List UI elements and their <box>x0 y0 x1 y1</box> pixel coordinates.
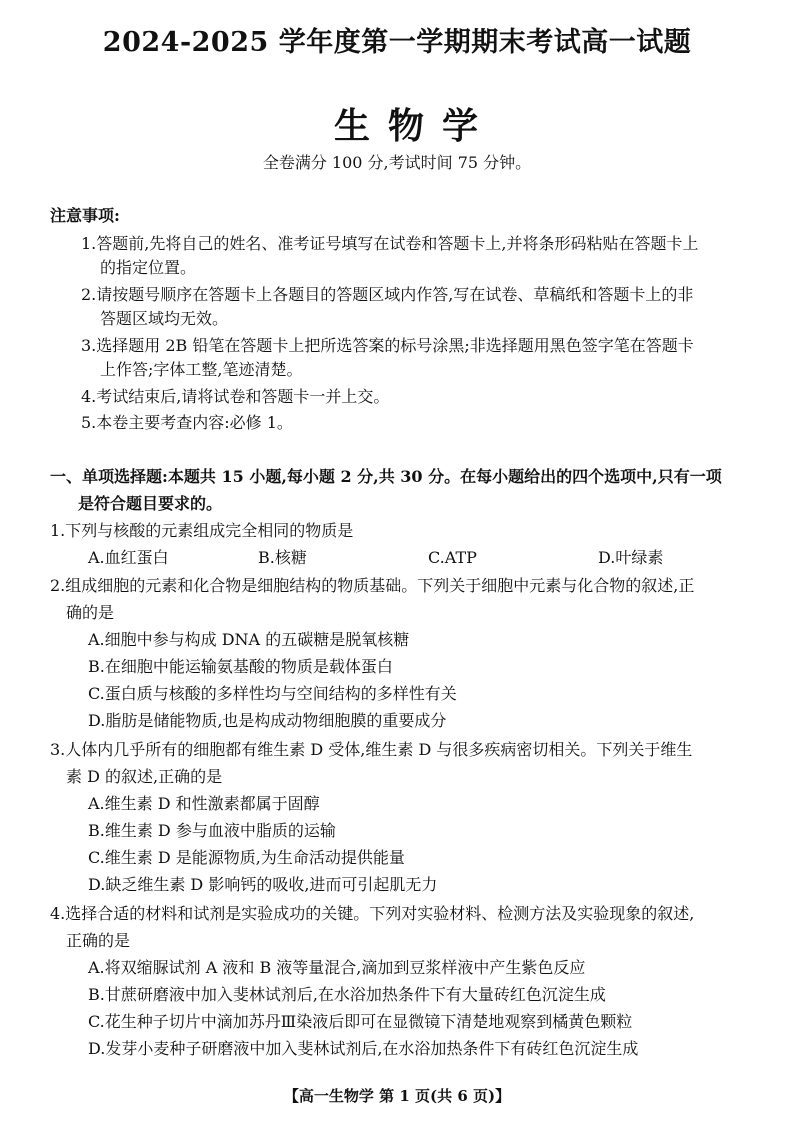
q1-option-b: B.核糖 <box>258 548 307 567</box>
q3-option-a: A.维生素 D 和性激素都属于固醇 <box>88 794 320 813</box>
q1-option-d: D.叶绿素 <box>598 548 664 567</box>
q2-option-d: D.脂肪是储能物质,也是构成动物细胞膜的重要成分 <box>88 711 447 730</box>
note-line: 5.本卷主要考查内容:必修 1。 <box>81 413 293 432</box>
question-4-stem-cont: 正确的是 <box>66 931 131 950</box>
section-heading: 一、单项选择题:本题共 15 小题,每小题 2 分,共 30 分。在每小题给出的四个选项中,只有一项 <box>50 467 722 486</box>
question-3-stem: 3.人体内几乎所有的细胞都有维生素 D 受体,维生素 D 与很多疾病密切相关。下列关于维生 <box>50 740 693 759</box>
exam-title: 2024-2025 学年度第一学期期末考试高一试题 <box>102 27 692 58</box>
section-heading-cont: 是符合题目要求的。 <box>78 494 223 513</box>
note-line: 上作答;字体工整,笔迹清楚。 <box>100 360 303 379</box>
note-line: 的指定位置。 <box>100 258 197 277</box>
question-2-stem-cont: 确的是 <box>66 603 115 622</box>
note-line: 3.选择题用 2B 铅笔在答题卡上把所选答案的标号涂黑;非选择题用黑色签字笔在答题卡 <box>81 336 694 355</box>
question-1-stem: 1.下列与核酸的元素组成完全相同的物质是 <box>50 521 354 540</box>
q4-option-c: C.花生种子切片中滴加苏丹Ⅲ染液后即可在显微镜下清楚地观察到橘黄色颗粒 <box>88 1012 633 1031</box>
note-line: 2.请按题号顺序在答题卡上各题目的答题区域内作答,写在试卷、草稿纸和答题卡上的非 <box>81 285 694 304</box>
note-line: 4.考试结束后,请将试卷和答题卡一并上交。 <box>81 387 390 406</box>
q3-option-c: C.维生素 D 是能源物质,为生命活动提供能量 <box>88 848 405 867</box>
question-3-stem-cont: 素 D 的叙述,正确的是 <box>66 767 223 786</box>
q1-option-c: C.ATP <box>428 548 477 567</box>
q2-option-b: B.在细胞中能运输氨基酸的物质是载体蛋白 <box>88 657 393 676</box>
note-line: 1.答题前,先将自己的姓名、准考证号填写在试卷和答题卡上,并将条形码粘贴在答题卡上 <box>81 234 699 253</box>
note-line: 答题区域均无效。 <box>100 309 229 328</box>
q2-option-c: C.蛋白质与核酸的多样性均与空间结构的多样性有关 <box>88 684 457 703</box>
q2-option-a: A.细胞中参与构成 DNA 的五碳糖是脱氧核糖 <box>88 630 410 649</box>
question-2-stem: 2.组成细胞的元素和化合物是细胞结构的物质基础。下列关于细胞中元素与化合物的叙述,正 <box>50 576 695 595</box>
notes-title: 注意事项: <box>50 206 120 225</box>
q3-option-b: B.维生素 D 参与血液中脂质的运输 <box>88 821 336 840</box>
subject-title: 生物学 <box>333 105 496 147</box>
q4-option-b: B.甘蔗研磨液中加入斐林试剂后,在水浴加热条件下有大量砖红色沉淀生成 <box>88 985 606 1004</box>
question-4-stem: 4.选择合适的材料和试剂是实验成功的关键。下列对实验材料、检测方法及实验现象的叙述, <box>50 904 695 923</box>
page-footer: 【高一生物学 第 1 页(共 6 页)】 <box>283 1087 511 1105</box>
q3-option-d: D.缺乏维生素 D 影响钙的吸收,进而可引起肌无力 <box>88 875 438 894</box>
q4-option-a: A.将双缩脲试剂 A 液和 B 液等量混合,滴加到豆浆样液中产生紫色反应 <box>88 958 586 977</box>
q1-option-a: A.血红蛋白 <box>88 548 169 567</box>
exam-info: 全卷满分 100 分,考试时间 75 分钟。 <box>262 153 532 172</box>
q4-option-d: D.发芽小麦种子研磨液中加入斐林试剂后,在水浴加热条件下有砖红色沉淀生成 <box>88 1039 639 1058</box>
